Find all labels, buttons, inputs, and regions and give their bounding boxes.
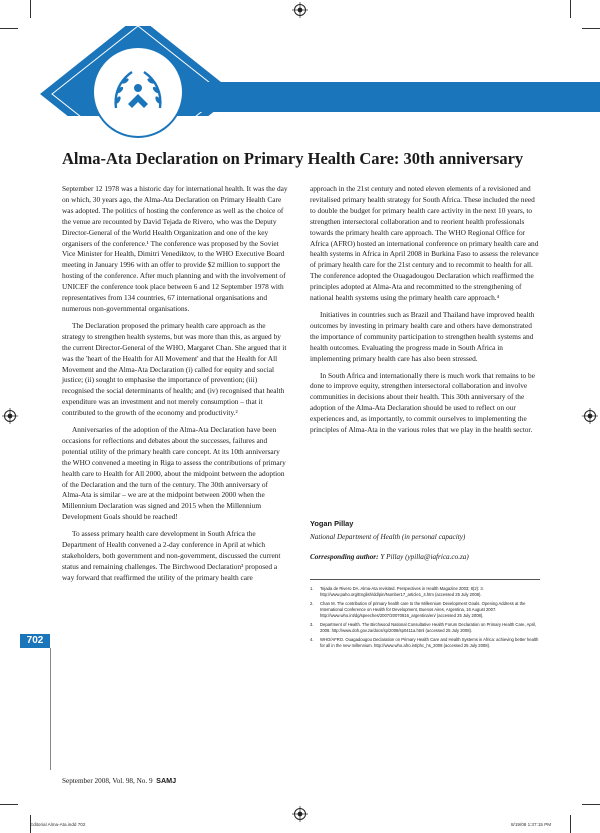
text-column-right bbox=[310, 184, 540, 442]
section-bar bbox=[185, 82, 600, 112]
paragraph: Initiatives in countries such as Brazil and Thailand have improved health outcomes by investing in primary health care and others have demonstrated the importance of community participation to strengthen health systems and health outcomes. Evaluating the progress made in South Africa in implementing primary health care has also been stressed. bbox=[310, 309, 535, 363]
crop-mark bbox=[570, 0, 571, 18]
references-divider bbox=[310, 579, 540, 580]
crop-mark bbox=[0, 804, 18, 805]
reference-number: 1. bbox=[310, 586, 314, 591]
reference-item bbox=[310, 586, 542, 598]
reference-text: Chan M. The contribution of primary health care to the Millennium Development Goals. Opening Address at the International Conference on Health for Development, Buenos Aires, Argentina, 16 August 2007. http://www.who.int/dg/speeches/2007/20070816_argentina/en/ (accessed 25 July 2008). bbox=[320, 601, 526, 618]
corresponding-author-value: Y Pillay (ypilla@iafrica.co.za) bbox=[378, 553, 469, 561]
margin-rule bbox=[50, 648, 51, 770]
registration-mark-icon bbox=[292, 806, 308, 822]
paragraph: To assess primary health care development in South Africa the Department of Health convened a 2-day conference in April at which stakeholders, both government and non-government, discussed the current status and remaining challenges. The Birchwood Declaration³ proposed a way forward that reaffirmed the utility of the primary health care bbox=[62, 529, 281, 582]
registration-mark-icon bbox=[582, 408, 598, 424]
author-block bbox=[310, 519, 540, 562]
reference-item bbox=[310, 601, 542, 619]
author-affiliation: National Department of Health (in personal capacity) bbox=[310, 533, 466, 541]
text-column-left bbox=[62, 184, 288, 590]
reference-number: 3. bbox=[310, 622, 314, 627]
reference-item bbox=[310, 622, 542, 634]
paragraph: In South Africa and internationally there is much work that remains to be done to improve equity, strengthen intersectoral collaboration and involve communities in decisions about their health. This 30th anniversary of the adoption of the Alma-Ata Declaration should be used to reflect on our experiences and, as importantly, to commit ourselves to implementing the principles of Alma-Ata in the various roles that we play in the health sector. bbox=[310, 370, 535, 435]
registration-mark-icon bbox=[2, 408, 18, 424]
print-slug-right: 8/19/08 1:37:15 PM bbox=[511, 822, 552, 827]
author-name: Yogan Pillay bbox=[310, 519, 354, 528]
paragraph: The Declaration proposed the primary health care approach as the strategy to strengthen health systems, but was more than this, as argued by the current Director-General of the WHO, Margaret Chan. She argued that it was the 'heart of the Health for All Movement' and that the Health for All Movement and the Alma-Ata Declaration (i) called for equity and social justice; (ii) sought to emphasise the importance of prevention; (iii) recognised the social determinants of health; and (iv) recognised that health expenditure was an investment and not merely consumption – that it contributed to the growth of the economy and productivity.² bbox=[62, 320, 287, 418]
crop-mark bbox=[30, 0, 31, 18]
page-number: 702 bbox=[20, 634, 50, 648]
corresponding-author-label: Corresponding author: bbox=[310, 553, 379, 561]
paragraph: approach in the 21st century and noted eleven elements of a revisioned and revitalised primary health strategy for South Africa. These included the need to double the budget for primary health care activity in the next 10 years, to strengthen intersectoral collaboration and to reorient health professionals towards the primary health care approach. The WHO Regional Office for Africa (AFRO) hosted an international conference on primary health care and health systems in Africa in April 2008 in Burkina Faso to assess the relevance of primary health care for the 21st century and to recommit to health for all. The conference adopted the Ouagadougou Declaration which reaffirmed the principles adopted at Alma-Ata and recommitted to the strengthening of national health systems using the primary health care approach.⁴ bbox=[310, 184, 539, 303]
section-title: Editorials bbox=[236, 58, 331, 79]
registration-mark-icon bbox=[292, 2, 308, 18]
reference-text: WHO/AFRO. Ouagadougou Declaration on Primary Health Care and Health Systems in Africa: achieving better health for all in the new millennium. http://www.who.afro.int/phc_hs_2008 (accessed 25 July 2008). bbox=[320, 637, 539, 648]
paragraph: Anniversaries of the adoption of the Alma-Ata Declaration have been occasions for reflections and debates about the successes, failures and potential utility of the primary health care concept. At its 10th anniversary the WHO convened a meeting in Riga to assess the contributions of primary health care to Health for All 2000, about the midpoint between the adoption of the Declaration and the turn of the century. The 30th anniversary of Alma-Ata is similar – we are at the midpoint between 2000 when the Millennium Declaration was signed and 2015 when the Millennium Development Goals should be reached! bbox=[62, 425, 286, 522]
reference-text: Department of Health. The Birchwood National Consultative Health Forum Declaration on Primary Health Care, April, 2008. http://www.doh.gov.za/docs/sp/2008/sp0411a.html (accessed 25 July 2008). bbox=[320, 622, 537, 633]
reference-number: 4. bbox=[310, 637, 314, 642]
reference-number: 2. bbox=[310, 601, 314, 606]
reference-list bbox=[310, 586, 542, 652]
paragraph: September 12 1978 was a historic day for international health. It was the day on which, 30 years ago, the Alma-Ata Declaration on Primary Health Care was adopted. The politics of hosting the conference as well as the choice of the venue are recounted by David Tejada de Rivero, who was the Deputy Director-General of the World Health Organization and one of the key organisers of the conference.¹ The conference was proposed by the Soviet Vice Minister for Health, Dimitri Venediktov, to the WHO Executive Board meeting in January 1996 with an offer to provide $2 million to support the hosting of the conference. After much planning and with the involvement of UNICEF the conference took place between 6 and 12 September 1978 with representatives from 134 countries, 67 international organisations and numerous non-governmental organisations. bbox=[62, 184, 288, 313]
journal-footer bbox=[62, 776, 176, 785]
article-title: Alma-Ata Declaration on Primary Health Care: 30th anniversary bbox=[62, 149, 524, 169]
issue-info: September 2008, Vol. 98, No. 9 bbox=[62, 777, 153, 785]
crop-mark bbox=[582, 804, 600, 805]
reference-text: Tejada de Rivero DA. Alma-Ata revisited. Perspectives in Health Magazine 2003; 8(2): 3. http://www.paho.org/English/dd/pin/Number17_article1_4.htm (accessed 25 July 2008). bbox=[320, 586, 484, 597]
reference-item bbox=[310, 637, 542, 649]
crop-mark bbox=[570, 815, 571, 833]
journal-name: SAMJ bbox=[156, 776, 177, 785]
print-slug-left: Editorial Alma-Ata.indd 702 bbox=[30, 822, 86, 827]
corresponding-author bbox=[310, 552, 540, 562]
wreath-logo-icon bbox=[92, 46, 184, 138]
